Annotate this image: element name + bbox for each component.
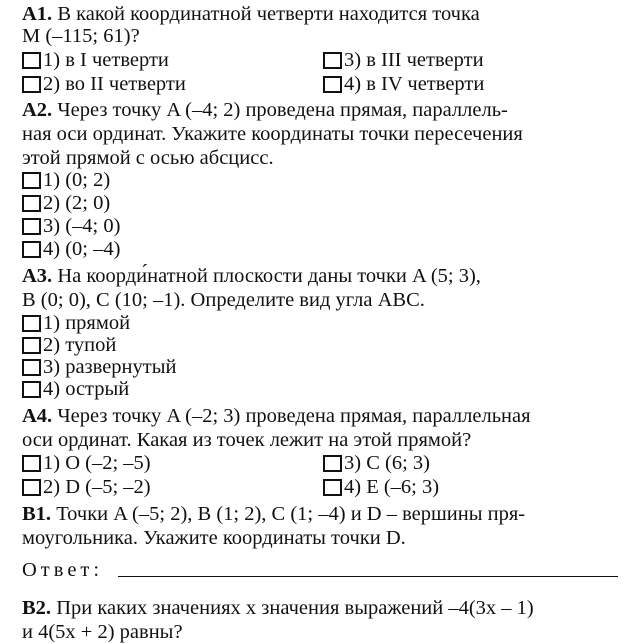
option-a1-3: 3) в III четверти — [323, 48, 484, 72]
answer-checkbox[interactable] — [22, 52, 41, 69]
answer-checkbox[interactable] — [22, 241, 41, 258]
question-a4-line-1: А4. Через точку A (–2; 3) проведена прямая, параллельная — [22, 405, 531, 427]
answer-checkbox[interactable] — [323, 52, 342, 69]
option-a4-3: 3) C (6; 3) — [323, 451, 430, 475]
answer-checkbox[interactable] — [22, 337, 41, 354]
answer-input-line[interactable] — [118, 576, 618, 577]
answer-checkbox[interactable] — [22, 218, 41, 235]
question-a2-line-3: этой прямой с осью абсцисс. — [22, 147, 274, 169]
option-a3-2: 2) тупой — [22, 333, 116, 357]
answer-checkbox[interactable] — [22, 76, 41, 93]
question-number: А2. — [22, 99, 53, 121]
option-a2-3: 3) (–4; 0) — [22, 214, 120, 238]
question-a2-line-1: А2. Через точку A (–4; 2) проведена прямая, параллель- — [22, 99, 508, 121]
answer-checkbox[interactable] — [323, 76, 342, 93]
question-b2-line-2: и 4(5x + 2) равны? — [22, 621, 183, 643]
answer-checkbox[interactable] — [22, 479, 41, 496]
option-a2-1: 1) (0; 2) — [22, 168, 110, 192]
answer-checkbox[interactable] — [22, 359, 41, 376]
option-a4-1: 1) O (–2; –5) — [22, 451, 151, 475]
question-b2-line-1: В2. При каких значениях x значения выражений –4(3x – 1) — [22, 597, 534, 619]
question-number: А1. — [22, 3, 53, 25]
answer-checkbox[interactable] — [22, 315, 41, 332]
option-a1-4: 4) в IV четверти — [323, 72, 484, 96]
option-a1-1: 1) в I четверти — [22, 48, 169, 72]
question-a1-line-2: M (–115; 61)? — [22, 25, 140, 47]
option-a3-4: 4) острый — [22, 377, 129, 401]
question-a2-line-2: ная оси ординат. Укажите координаты точки пересечения — [22, 123, 523, 145]
question-number: В1. — [22, 503, 52, 525]
option-a3-3: 3) развернутый — [22, 355, 176, 379]
option-a4-4: 4) E (–6; 3) — [323, 475, 439, 499]
question-number: А4. — [22, 405, 53, 427]
question-a1-line-1: А1. В какой координатной четверти находится точка — [22, 3, 480, 25]
question-number: А3. — [22, 265, 53, 287]
answer-checkbox[interactable] — [22, 455, 41, 472]
question-b1-line-1: В1. Точки A (–5; 2), B (1; 2), C (1; –4) и D – вершины пря- — [22, 503, 526, 525]
question-a3-line-1: А3. На коорди́натной плоскости даны точки A (5; 3), — [22, 265, 481, 287]
answer-checkbox[interactable] — [323, 455, 342, 472]
answer-checkbox[interactable] — [22, 381, 41, 398]
question-number: В2. — [22, 597, 52, 619]
option-a2-4: 4) (0; –4) — [22, 237, 120, 261]
option-a2-2: 2) (2; 0) — [22, 191, 110, 215]
question-a4-line-2: оси ординат. Какая из точек лежит на этой прямой? — [22, 429, 472, 451]
question-a3-line-2: B (0; 0), C (10; –1). Определите вид угла ABC. — [22, 289, 425, 311]
option-a1-2: 2) во II четверти — [22, 72, 186, 96]
option-a4-2: 2) D (–5; –2) — [22, 475, 151, 499]
answer-checkbox[interactable] — [22, 172, 41, 189]
answer-label: Ответ: — [22, 559, 104, 581]
answer-checkbox[interactable] — [323, 479, 342, 496]
answer-checkbox[interactable] — [22, 195, 41, 212]
question-b1-line-2: моугольника. Укажите координаты точки D. — [22, 527, 406, 549]
option-a3-1: 1) прямой — [22, 311, 130, 335]
